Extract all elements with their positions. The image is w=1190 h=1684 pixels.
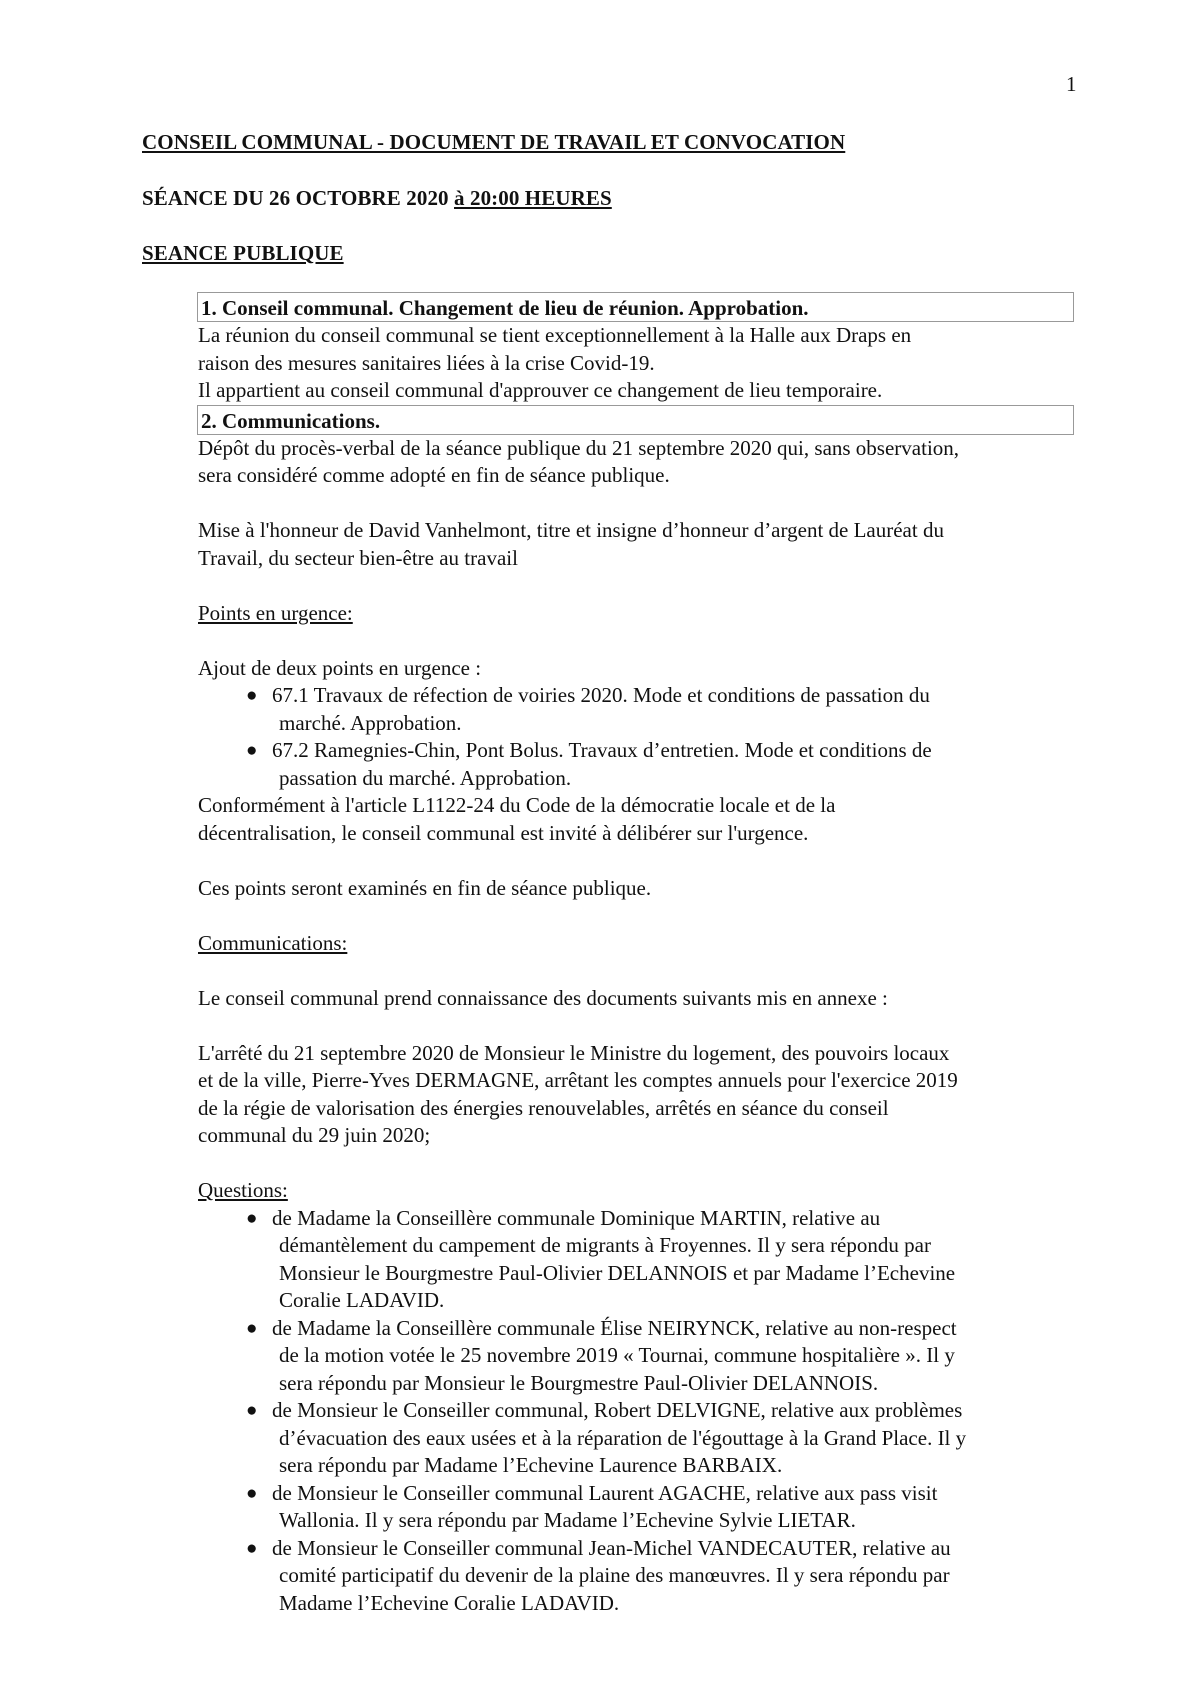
list-item-line: 67.1 Travaux de réfection de voiries 2020. Mode et conditions de passation du	[272, 683, 930, 707]
bullet-icon: ●	[246, 1537, 258, 1559]
session-date-prefix: SÉANCE DU 26 OCTOBRE 2020	[142, 186, 455, 210]
list-item-line: Wallonia. Il y sera répondu par Madame l’Echevine Sylvie LIETAR.	[279, 1508, 856, 1532]
article-line: Conformément à l'article L1122-24 du Code de la démocratie locale et de la	[198, 793, 836, 817]
urgence-list	[198, 682, 1078, 792]
list-item	[198, 1397, 1078, 1480]
page-number: 1	[1066, 72, 1077, 96]
urgence-intro: Ajout de deux points en urgence :	[198, 655, 482, 680]
arrete-line: et de la ville, Pierre-Yves DERMAGNE, arrêtant les comptes annuels pour l'exercice 2019	[198, 1068, 958, 1092]
item-2-heading: 2. Communications.	[197, 405, 1074, 435]
item-1-heading: 1. Conseil communal. Changement de lieu de réunion. Approbation.	[197, 292, 1074, 322]
arrete-line: L'arrêté du 21 septembre 2020 de Monsieur le Ministre du logement, des pouvoirs locaux	[198, 1040, 950, 1065]
list-item-line: passation du marché. Approbation.	[279, 765, 572, 790]
bullet-icon: ●	[246, 1400, 258, 1421]
list-item-line: de Monsieur le Conseiller communal, Robert DELVIGNE, relative aux problèmes	[272, 1398, 963, 1422]
list-item-line: de Madame la Conseillère communale Dominique MARTIN, relative au	[272, 1205, 881, 1230]
list-item-line: de la motion votée le 25 novembre 2019 « Tournai, commune hospitalière ». Il y	[279, 1343, 955, 1367]
item-1-line: raison des mesures sanitaires liées à la crise Covid-19.	[198, 350, 655, 375]
list-item	[198, 737, 1078, 792]
list-item-line: de Monsieur le Conseiller communal Jean-Michel VANDECAUTER, relative au	[272, 1535, 951, 1560]
urgence-heading: Points en urgence:	[198, 600, 353, 625]
agenda-content	[198, 292, 1078, 1617]
examines-text: Ces points seront examinés en fin de séance publique.	[198, 875, 652, 900]
list-item-line: Coralie LADAVID.	[279, 1288, 445, 1312]
bullet-icon: ●	[246, 740, 258, 761]
arrete-line: communal du 29 juin 2020;	[198, 1123, 431, 1147]
article-line: décentralisation, le conseil communal est invité à délibérer sur l'urgence.	[198, 820, 809, 845]
list-item-line: marché. Approbation.	[279, 710, 462, 735]
list-item	[198, 1205, 1078, 1315]
list-item-line: d’évacuation des eaux usées et à la réparation de l'égouttage à la Grand Place. Il y	[279, 1425, 967, 1450]
bullet-icon: ●	[246, 1207, 258, 1229]
bullet-icon: ●	[246, 1482, 258, 1504]
item-1-line: Il appartient au conseil communal d'approuver ce changement de lieu temporaire.	[198, 378, 883, 402]
list-item	[198, 1535, 1078, 1618]
arrete-line: de la régie de valorisation des énergies renouvelables, arrêtés en séance du conseil	[198, 1095, 889, 1120]
list-item-line: de Monsieur le Conseiller communal Laurent AGACHE, relative aux pass visit	[272, 1480, 938, 1505]
communications-intro: Le conseil communal prend connaissance des documents suivants mis en annexe :	[198, 985, 888, 1010]
list-item	[198, 1315, 1078, 1398]
session-time: à 20:00 HEURES	[454, 186, 612, 210]
list-item-line: démantèlement du campement de migrants à Froyennes. Il y sera répondu par	[279, 1233, 931, 1257]
list-item-line: 67.2 Ramegnies-Chin, Pont Bolus. Travaux d’entretien. Mode et conditions de	[272, 738, 932, 762]
public-session-heading: SEANCE PUBLIQUE	[142, 241, 344, 265]
bullet-icon: ●	[246, 685, 258, 706]
depot-line: sera considéré comme adopté en fin de séance publique.	[198, 463, 670, 487]
session-date	[142, 186, 612, 211]
communications-heading: Communications:	[198, 930, 348, 955]
bullet-icon: ●	[246, 1317, 258, 1339]
list-item-line: sera répondu par Monsieur le Bourgmestre Paul-Olivier DELANNOIS.	[279, 1370, 879, 1395]
document-title: CONSEIL COMMUNAL - DOCUMENT DE TRAVAIL ET CONVOCATION	[142, 130, 846, 154]
list-item-line: Monsieur le Bourgmestre Paul-Olivier DELANNOIS et par Madame l’Echevine	[279, 1260, 956, 1285]
list-item	[198, 1480, 1078, 1535]
list-item-line: Madame l’Echevine Coralie LADAVID.	[279, 1590, 620, 1615]
questions-heading: Questions:	[198, 1178, 288, 1202]
list-item	[198, 682, 1078, 737]
item-1-line: La réunion du conseil communal se tient exceptionnellement à la Halle aux Draps en	[198, 323, 912, 347]
list-item-line: sera répondu par Madame l’Echevine Laurence BARBAIX.	[279, 1453, 783, 1477]
list-item-line: de Madame la Conseillère communale Élise NEIRYNCK, relative au non-respect	[272, 1315, 957, 1340]
questions-list	[198, 1205, 1078, 1618]
list-item-line: comité participatif du devenir de la plaine des manœuvres. Il y sera répondu par	[279, 1563, 950, 1587]
depot-line: Dépôt du procès-verbal de la séance publique du 21 septembre 2020 qui, sans observation,	[198, 435, 960, 460]
honneur-line: Travail, du secteur bien-être au travail	[198, 545, 518, 570]
honneur-line: Mise à l'honneur de David Vanhelmont, titre et insigne d’honneur d’argent de Lauréat du	[198, 518, 944, 542]
